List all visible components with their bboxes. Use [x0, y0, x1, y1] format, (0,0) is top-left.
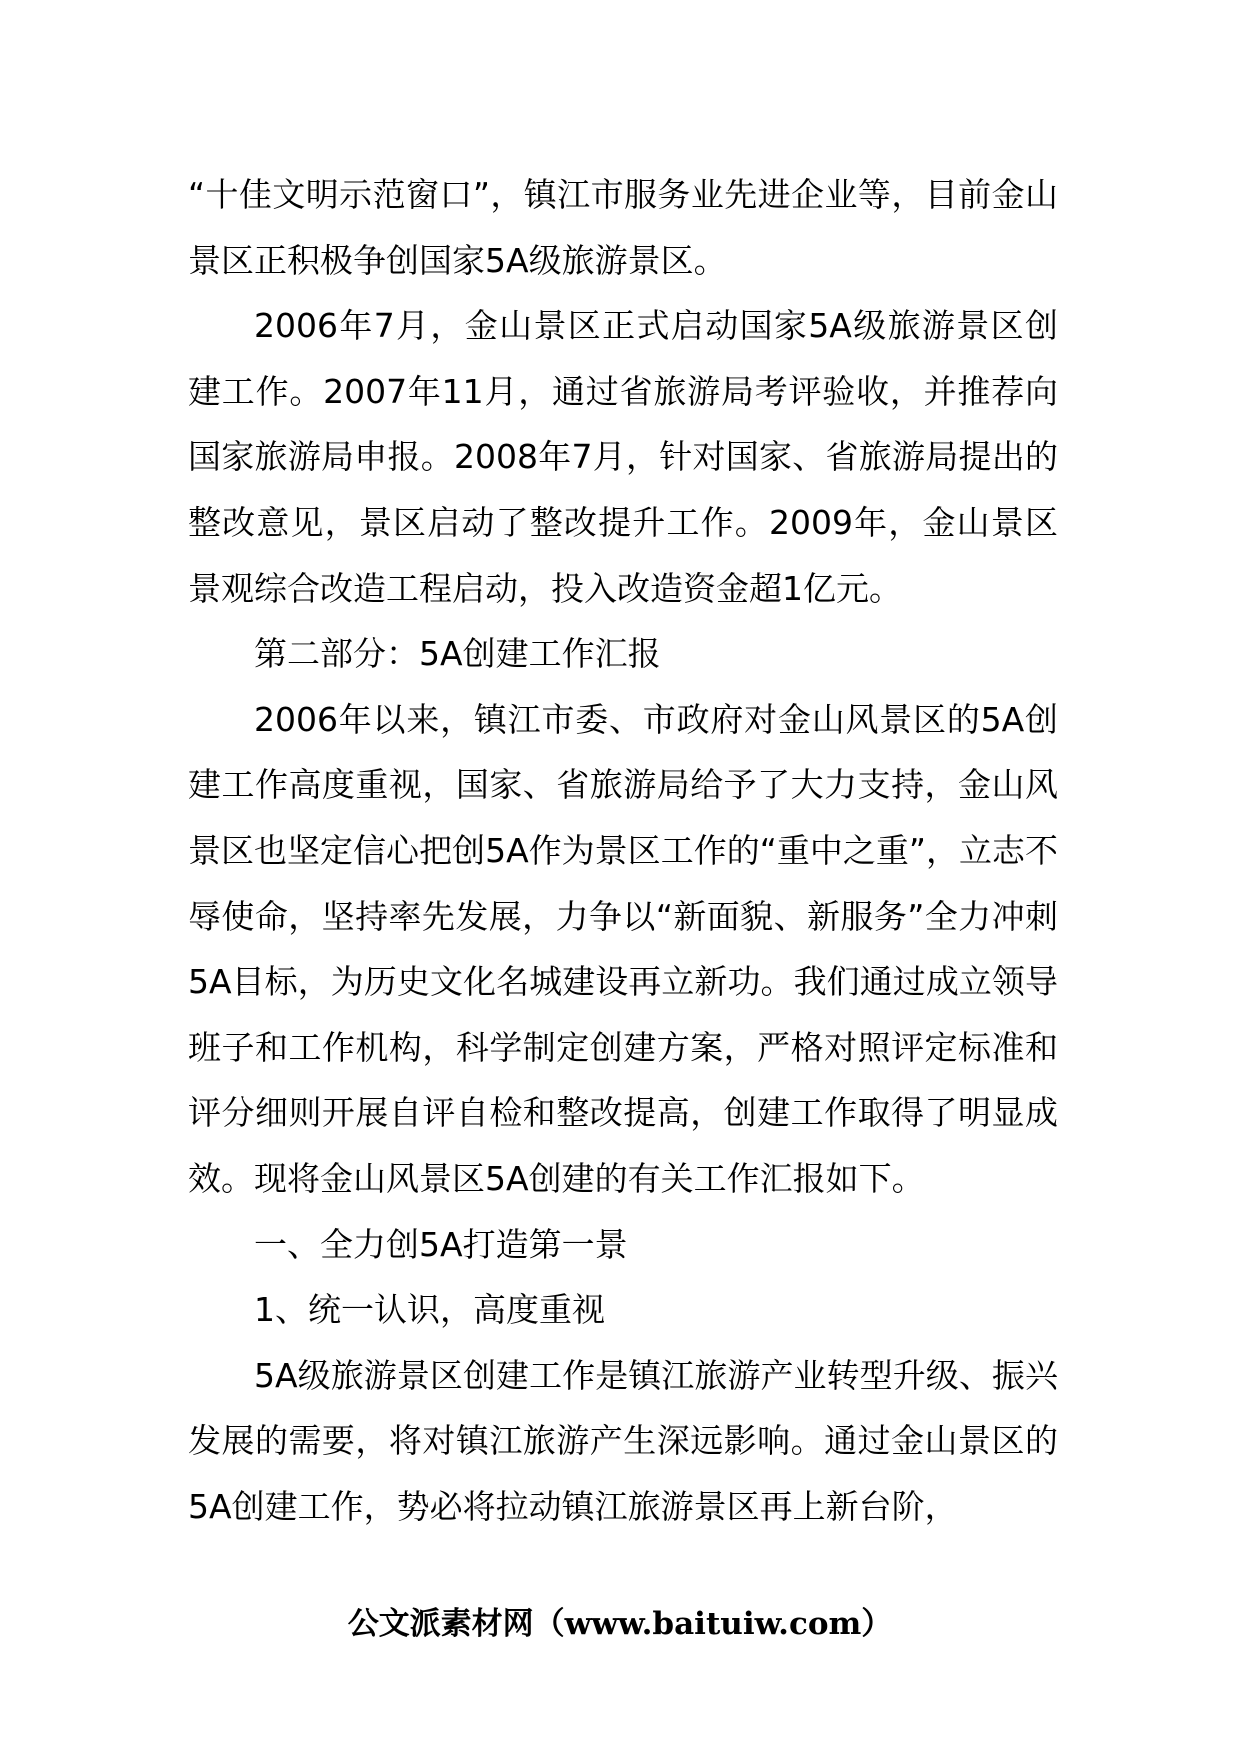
heading-level-one: 一、全力创5A打造第一景: [254, 1224, 628, 1264]
section-heading-part-two: 第二部分：5A创建工作汇报: [254, 634, 661, 674]
document-body: [188, 162, 1058, 1539]
heading-level-two: 1、统一认识，高度重视: [254, 1290, 605, 1330]
paragraph-continuation: “十佳文明示范窗口”，镇江市服务业先进企业等，目前金山景区正积极争创国家5A级旅游景区。: [188, 175, 1058, 280]
paragraph-intro-report: 2006年以来，镇江市委、市政府对金山风景区的5A创建工作高度重视，国家、省旅游局给予了大力支持，金山风景区也坚定信心把创5A作为景区工作的“重中之重”，立志不辱使命，坚持率先发展，力争以“新面貌、新服务”全力冲刺5A目标，为历史文化名城建设再立新功。我们通过成立领导班子和工作机构，科学制定创建方案，严格对照评定标准和评分细则开展自评自检和整改提高，创建工作取得了明显成效。现将金山风景区5A创建的有关工作汇报如下。: [188, 699, 1058, 1198]
paragraph-significance: 5A级旅游景区创建工作是镇江旅游产业转型升级、振兴发展的需要，将对镇江旅游产生深远影响。通过金山景区的5A创建工作，势必将拉动镇江旅游景区再上新台阶，: [188, 1355, 1058, 1526]
paragraph-timeline: 2006年7月，金山景区正式启动国家5A级旅游景区创建工作。2007年11月，通过省旅游局考评验收，并推荐向国家旅游局申报。2008年7月，针对国家、省旅游局提出的整改意见，景区启动了整改提升工作。2009年，金山景区景观综合改造工程启动，投入改造资金超1亿元。: [188, 306, 1058, 608]
page-footer-watermark: 公文派素材网（www.baituiw.com）: [347, 1606, 893, 1642]
